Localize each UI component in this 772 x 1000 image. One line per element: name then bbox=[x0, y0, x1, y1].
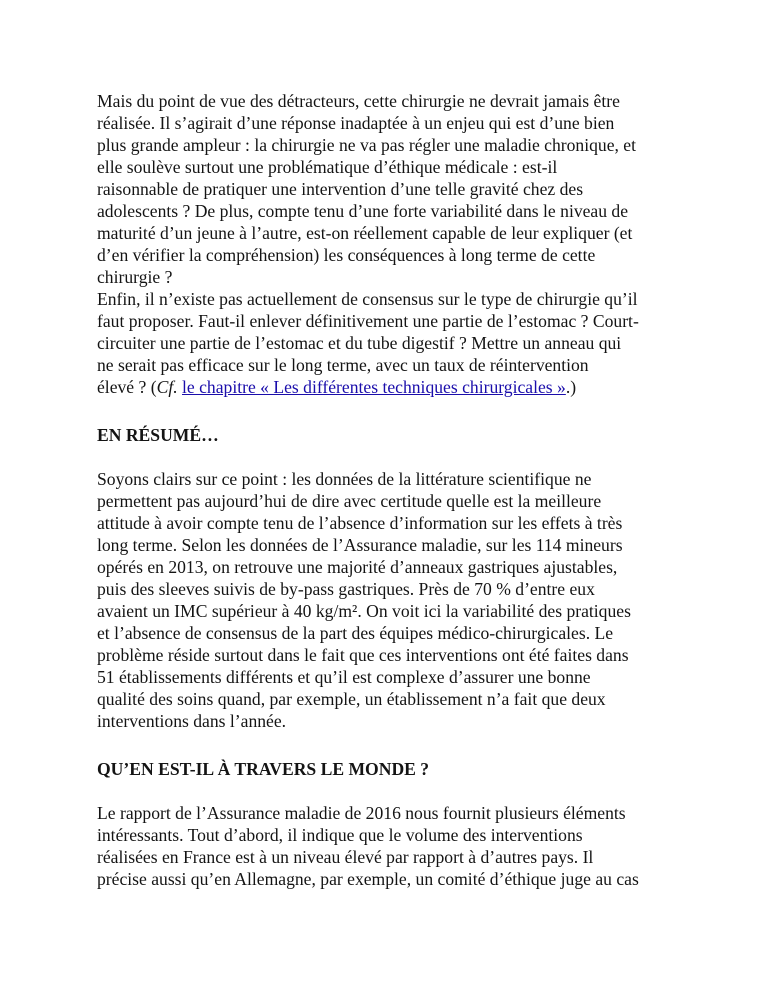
text-line: Enfin, il n’existe pas actuellement de consensus sur le type de chirurgie qu’il bbox=[97, 289, 638, 309]
spacer bbox=[97, 446, 687, 468]
chapter-link[interactable]: le chapitre « Les différentes techniques chirurgicales » bbox=[182, 377, 566, 397]
text-line: Soyons clairs sur ce point : les données de la littérature scientifique ne bbox=[97, 469, 592, 489]
document-page bbox=[97, 90, 687, 890]
text-line: avaient un IMC supérieur à 40 kg/m². On voit ici la variabilité des pratiques bbox=[97, 601, 631, 621]
text-line: permettent pas aujourd’hui de dire avec certitude quelle est la meilleure bbox=[97, 491, 602, 511]
text-line: ne serait pas efficace sur le long terme, avec un taux de réintervention bbox=[97, 355, 589, 375]
spacer bbox=[97, 780, 687, 802]
text-line: Mais du point de vue des détracteurs, cette chirurgie ne devrait jamais être bbox=[97, 91, 620, 111]
text-line: attitude à avoir compte tenu de l’absence d’information sur les effets à très bbox=[97, 513, 623, 533]
text-line: circuiter une partie de l’estomac et du tube digestif ? Mettre un anneau qui bbox=[97, 333, 622, 353]
paragraph-en-resume bbox=[97, 468, 687, 732]
text-line: maturité d’un jeune à l’autre, est-on réellement capable de leur expliquer (et bbox=[97, 223, 633, 243]
text-line: interventions dans l’année. bbox=[97, 711, 287, 731]
text-line: et l’absence de consensus de la part des équipes médico-chirurgicales. Le bbox=[97, 623, 614, 643]
text-fragment: .) bbox=[565, 377, 577, 397]
text-line: d’en vérifier la compréhension) les conséquences à long terme de cette bbox=[97, 245, 596, 265]
text-line: adolescents ? De plus, compte tenu d’une forte variabilité dans le niveau de bbox=[97, 201, 629, 221]
text-line: elle soulève surtout une problématique d’éthique médicale : est-il bbox=[97, 157, 558, 177]
spacer bbox=[97, 732, 687, 758]
text-line: qualité des soins quand, par exemple, un établissement n’a fait que deux bbox=[97, 689, 606, 709]
text-line: puis des sleeves suivis de by-pass gastriques. Près de 70 % d’entre eux bbox=[97, 579, 595, 599]
text-line: 51 établissements différents et qu’il est complexe d’assurer une bonne bbox=[97, 667, 591, 687]
text-line: intéressants. Tout d’abord, il indique que le volume des interventions bbox=[97, 825, 583, 845]
text-line: réalisée. Il s’agirait d’une réponse inadaptée à un enjeu qui est d’une bien bbox=[97, 113, 615, 133]
text-line: Le rapport de l’Assurance maladie de 2016 nous fournit plusieurs éléments bbox=[97, 803, 626, 823]
paragraph-detracteurs bbox=[97, 90, 687, 288]
text-line: problème réside surtout dans le fait que ces interventions ont été faites dans bbox=[97, 645, 629, 665]
paragraph-consensus bbox=[97, 288, 687, 398]
text-fragment: élevé ? ( bbox=[97, 377, 157, 397]
paragraph-monde bbox=[97, 802, 687, 890]
text-line: réalisées en France est à un niveau élevé par rapport à d’autres pays. Il bbox=[97, 847, 594, 867]
text-line: faut proposer. Faut-il enlever définitivement une partie de l’estomac ? Court- bbox=[97, 311, 639, 331]
section-heading-monde: QU’EN EST-IL À TRAVERS LE MONDE ? bbox=[97, 759, 430, 779]
text-line: opérés en 2013, on retrouve une majorité d’anneaux gastriques ajustables, bbox=[97, 557, 618, 577]
section-heading-en-resume: EN RÉSUMÉ… bbox=[97, 425, 219, 445]
text-line: précise aussi qu’en Allemagne, par exemple, un comité d’éthique juge au cas bbox=[97, 869, 639, 889]
text-line: long terme. Selon les données de l’Assurance maladie, sur les 114 mineurs bbox=[97, 535, 623, 555]
text-line: chirurgie ? bbox=[97, 267, 173, 287]
text-line: plus grande ampleur : la chirurgie ne va pas régler une maladie chronique, et bbox=[97, 135, 637, 155]
text-line: raisonnable de pratiquer une intervention d’une telle gravité chez des bbox=[97, 179, 584, 199]
spacer bbox=[97, 398, 687, 424]
text-line-with-link bbox=[97, 376, 687, 398]
cf-abbreviation: Cf. bbox=[156, 377, 178, 397]
